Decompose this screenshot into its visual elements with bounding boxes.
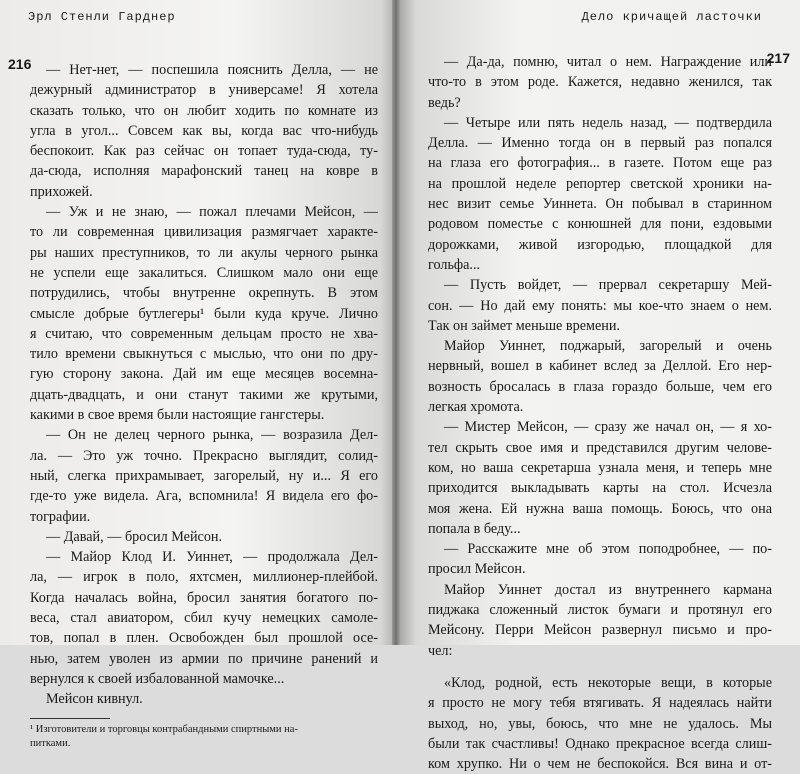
text-line: дежурный администратор в универсаме! Я хотела: [30, 82, 378, 99]
text-line: на глаза его фотография... в газете. Потом еще раз: [428, 155, 772, 172]
text-line: тел скрыть свое имя и представился другим челове-: [428, 439, 772, 456]
text-line: тографии.: [30, 508, 91, 525]
text-line: — Мистер Мейсон, — сразу же начал он, — я хо-: [444, 419, 772, 436]
text-line: Так он займет меньше времени.: [428, 317, 621, 334]
text-line: — Четыре или пять недель назад, — подтвердила: [444, 114, 772, 131]
text-line: потрудились, чтобы внутренне окрепнуть. В этом: [30, 285, 378, 302]
text-line: выход, но, увы, боюсь, что мне не удалось. Мы: [428, 715, 772, 732]
text-line: да-сюда, исполняя марафонский танец на ковре в: [30, 163, 378, 180]
text-line: ры наших преступников, то ли акулы черного рынка: [30, 244, 378, 261]
text-line: гую сторону закона. Дай им еще месяцев восемна-: [30, 366, 378, 383]
text-line: — Давай, — бросил Мейсон.: [46, 528, 223, 545]
text-line: прихожей.: [30, 183, 93, 200]
text-line: моя жена. Ей нужна ваша помощь. Боюсь, что она: [428, 500, 772, 517]
text-line: — Да-да, помню, читал о нем. Награждение или: [444, 54, 772, 70]
running-head-author: Эрл Стенли Гарднер: [28, 10, 176, 24]
text-line: нью, затем уволен из армии по причине ранений и: [30, 650, 378, 667]
footnote: [30, 723, 378, 751]
text-line: Майор Уиннет достал из внутреннего кармана: [444, 581, 772, 598]
text-line: сказать только, что он любит ходить по комнате из: [30, 102, 378, 119]
footnote-line: ¹ Изготовители и торговцы контрабандными спиртными на-: [30, 723, 298, 735]
text-line: тов, попал в плен. Освобожден был прошлой осе-: [30, 630, 378, 647]
text-line: — Уж и не знаю, — пожал плечами Мейсон, —: [46, 204, 378, 221]
footnote-rule: [30, 718, 110, 719]
text-line: я просто не могу тебя втягивать. Я надеялась найти: [428, 695, 772, 712]
text-line: угла в угол... Совсем как вы, когда вас что-нибудь: [30, 122, 378, 139]
text-line: не успели еще закалиться. Слишком мало они еще: [30, 264, 378, 281]
text-line: возность бросалась в глаза гораздо больше, чем его: [428, 378, 772, 395]
text-line: — Пусть войдет, — прервал секретаршу Мей-: [444, 277, 772, 294]
text-line: Майор Уиннет, поджарый, загорелый и очень: [444, 338, 772, 355]
text-line: беспокоит. Как раз сейчас он топает туда-сюда, ту-: [30, 143, 378, 160]
text-line: — Майор Клод И. Уиннет, — продолжала Дел-: [46, 549, 378, 566]
text-line: ла, — игрок в поло, яхтсмен, миллионер-плейбой.: [30, 569, 378, 586]
text-line: что-то в этом роде. Кажется, недавно женился, так: [428, 74, 772, 91]
text-line: приходится выкладывать карты на стол. Исчезла: [428, 480, 772, 497]
text-line: вернулся к своей избалованной мамочке...: [30, 670, 285, 687]
text-line: ком хрупко. Ни о чем не беспокойся. Вся вина и от-: [428, 756, 772, 773]
text-line: я считаю, что современным дельцам просто не хва-: [30, 325, 378, 342]
text-line: нес визит семье Уиннета. Он побывал в старинном: [428, 196, 772, 213]
text-line: гольфа...: [428, 256, 481, 273]
text-line: — Он не делец черного рынка, — возразила Дел-: [46, 427, 378, 444]
text-line: легкая хромота.: [428, 399, 524, 416]
text-line: какими в свое время были настоящие гангстеры.: [30, 407, 325, 424]
text-line: сон. — Но дай ему понять: мы кое-что знаем о нем.: [428, 297, 772, 314]
footnote-line: питками.: [30, 737, 71, 749]
text-line: ный, слегка прихрамывает, загорелый, ну и... Я его: [30, 467, 378, 484]
text-line: дорожками, живой изгородью, площадкой для: [428, 236, 772, 253]
text-line: где-то уже видела. Ага, вспомнила! Я видела его фо-: [30, 488, 378, 505]
text-line: «Клод, родной, есть некоторые вещи, в которые: [444, 674, 772, 691]
text-line: Когда началась война, бросил занятия богатого по-: [30, 589, 378, 606]
running-head-title: Дело кричащей ласточки: [581, 10, 762, 24]
text-line: родовом поместье с конюшней для пони, ездовыми: [428, 216, 772, 233]
text-line: — Нет-нет, — поспешила пояснить Делла, — не: [46, 62, 378, 78]
text-line: — Расскажите мне об этом поподробнее, — по-: [444, 541, 772, 558]
text-line: дцать-двадцать, и они станут такими же крутыми,: [30, 386, 378, 403]
right-page-text: [428, 52, 772, 774]
text-line: веса, стал авиатором, сбил кучу немецких самоле-: [30, 610, 378, 627]
text-line: тило времени свыкнуться с мыслью, что они по дру-: [30, 346, 378, 363]
paragraph-gap: [428, 661, 772, 673]
text-line: ком, но ваша секретарша узнала меня, и теперь мне: [428, 459, 772, 476]
book-gutter: [392, 0, 400, 645]
text-line: Мейсон кивнул.: [46, 691, 143, 708]
text-line: Делла. — Именно тогда он в первый раз попался: [428, 135, 772, 152]
text-line: просил Мейсон.: [428, 561, 526, 578]
text-line: чел:: [428, 642, 453, 659]
text-line: ведь?: [428, 94, 461, 111]
text-line: смысле добрые бутлегеры¹ были куда круче. Лично: [30, 305, 378, 322]
page-number-right: 217: [766, 50, 790, 66]
text-line: на прошлой неделе репортер светской хроники на-: [428, 175, 772, 192]
text-line: попала в беду...: [428, 520, 521, 537]
text-line: нервный, вошел в кабинет вслед за Деллой. Его нер-: [428, 358, 772, 375]
text-line: то ли современная цивилизация размягчает характе-: [30, 224, 378, 241]
left-page-text: [30, 60, 378, 710]
text-line: пиджака сложенный листок бумаги и протянул его: [428, 602, 772, 619]
text-line: ла. — Это уж точно. Прекрасно выглядит, солид-: [30, 447, 378, 464]
text-line: Мейсону. Перри Мейсон развернул письмо и про-: [428, 622, 772, 639]
text-line: были так счастливы! Однако прекрасное всегда слиш-: [428, 735, 772, 752]
page-number-left: 216: [8, 56, 32, 72]
right-page: [400, 0, 800, 773]
left-page: [0, 0, 392, 749]
